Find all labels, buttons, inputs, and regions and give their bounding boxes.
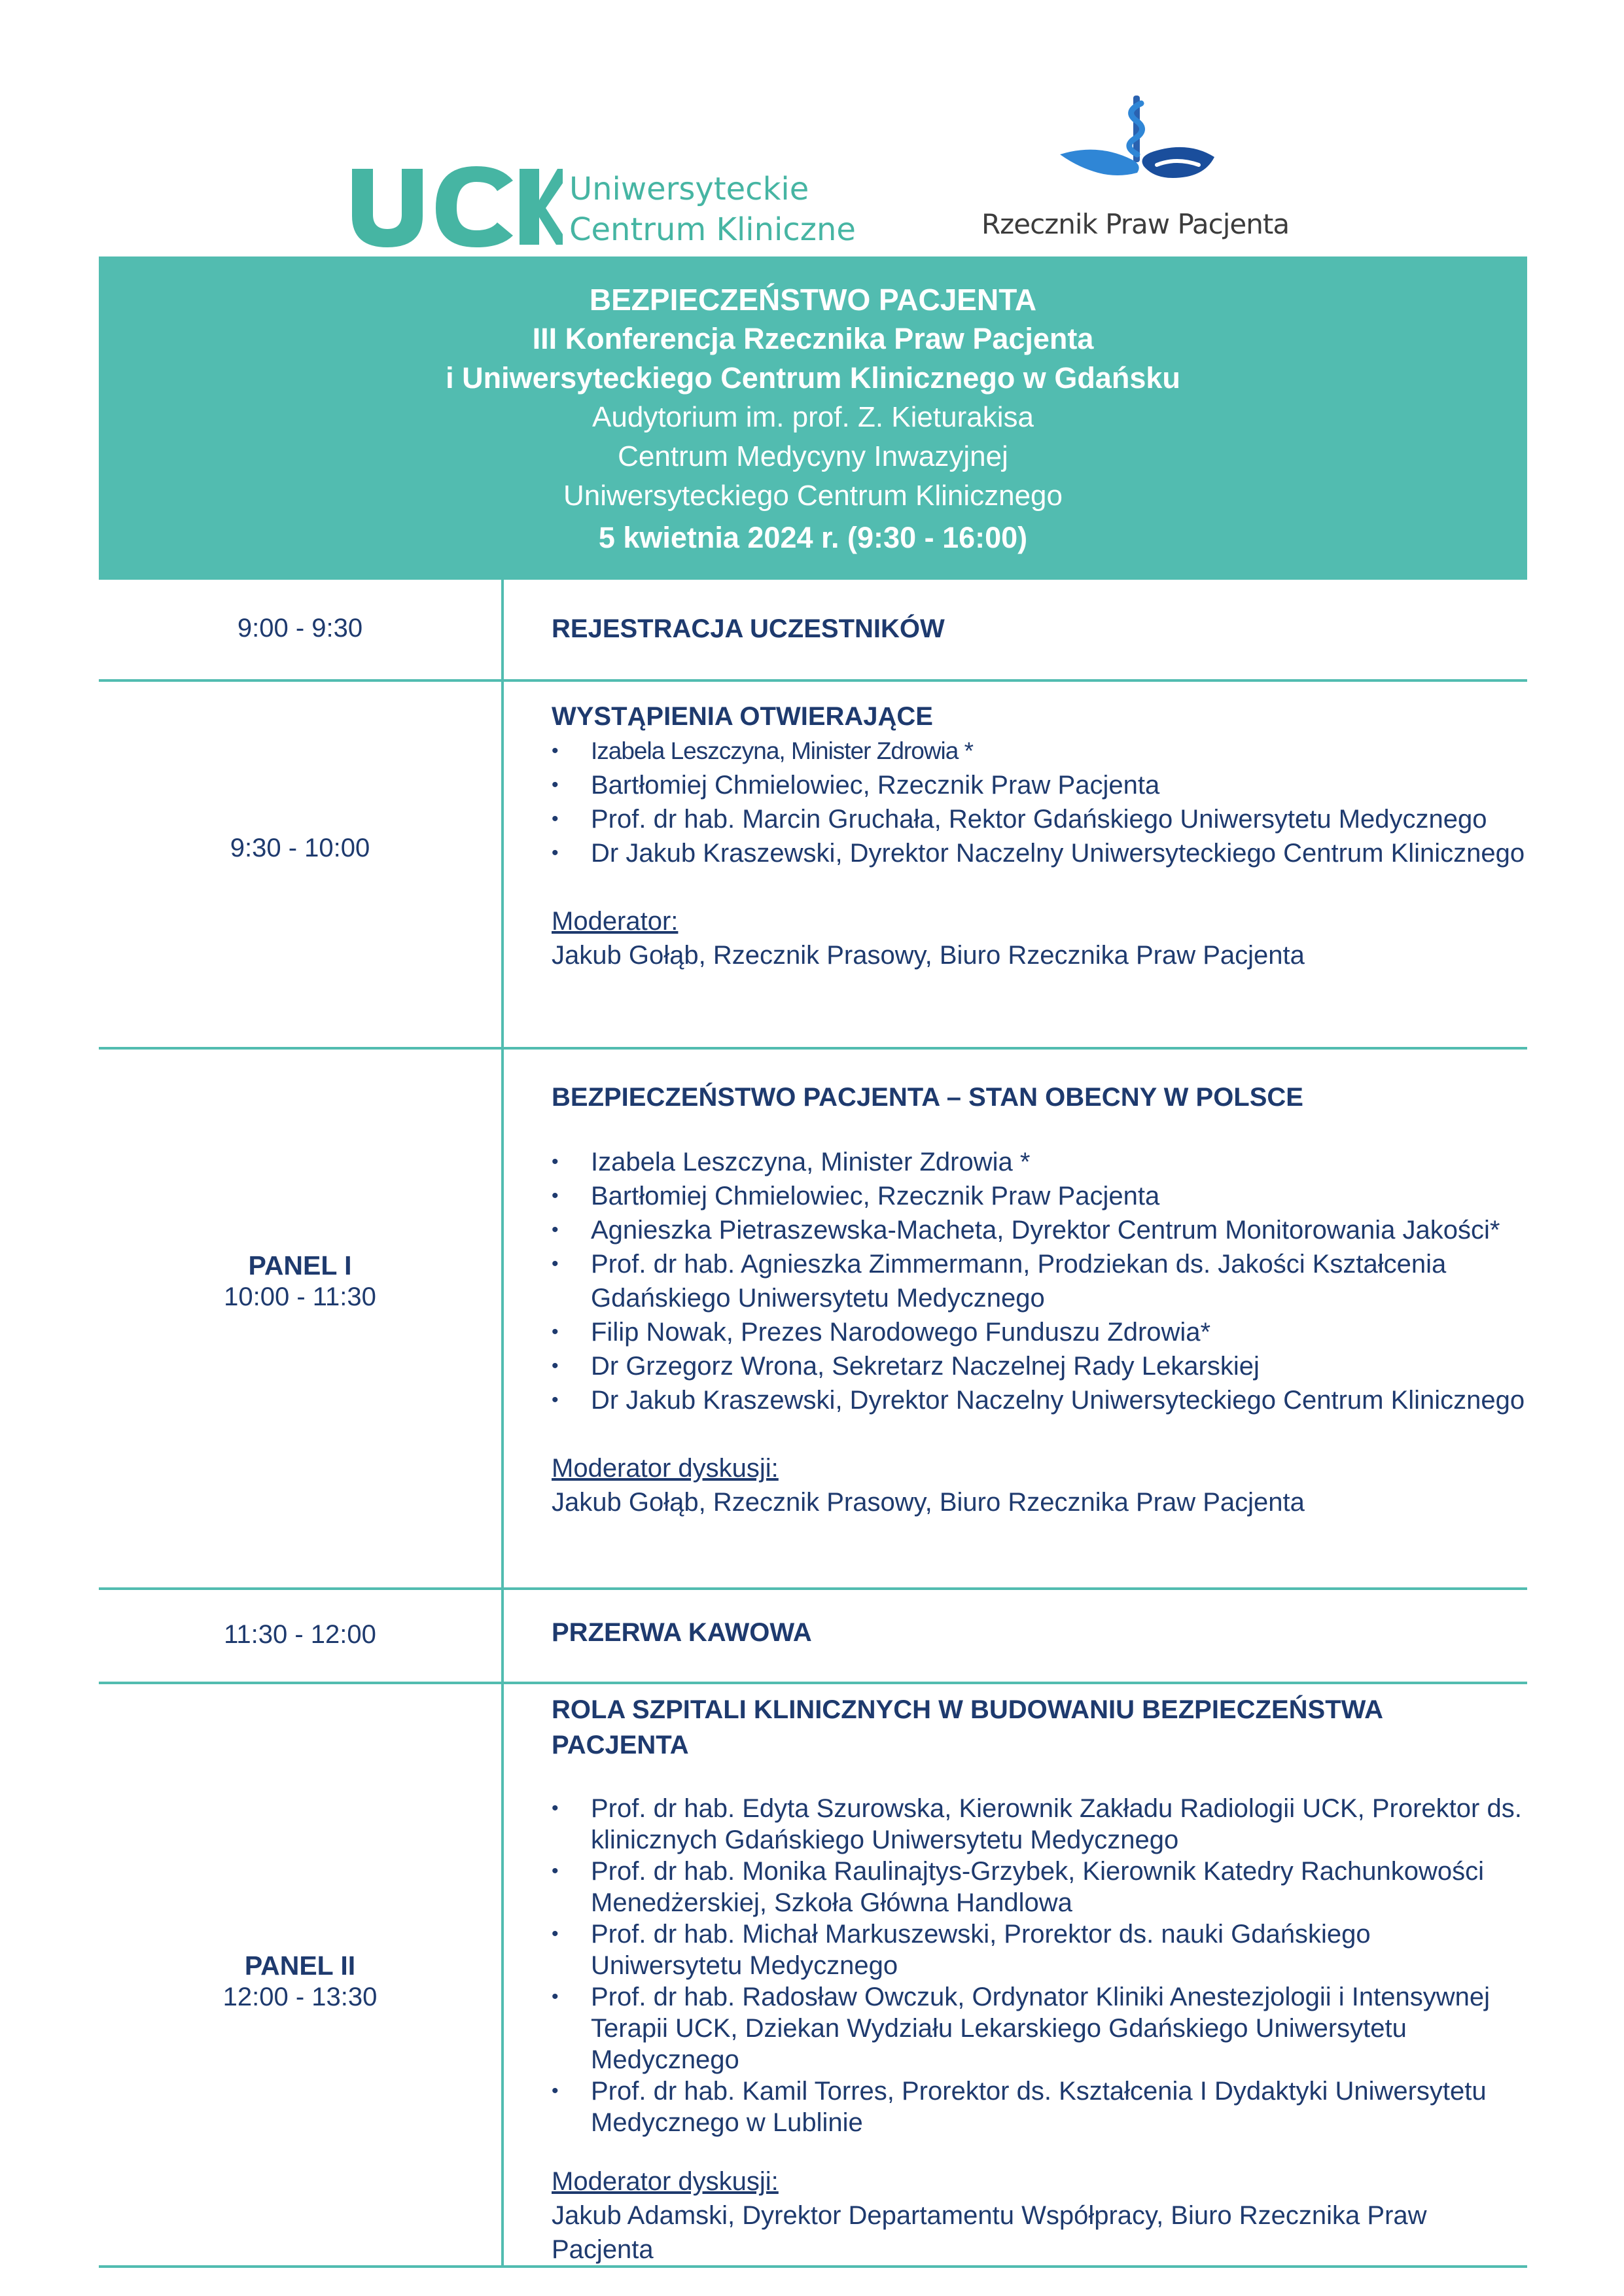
agenda-column-divider — [501, 580, 504, 2268]
speaker-item: • Prof. dr hab. Marcin Gruchała, Rektor Gdańskiego Uniwersytetu Medycznego — [552, 802, 1527, 836]
agenda-heading: REJESTRACJA UCZESTNIKÓW — [552, 614, 945, 643]
panel-label: PANEL II — [244, 1951, 356, 1981]
agenda-item-panel-2 — [552, 1692, 1527, 2267]
moderator-label: Moderator dyskusji: — [552, 1454, 779, 1483]
speaker-item: • Bartłomiej Chmielowiec, Rzecznik Praw Pacjenta — [552, 1179, 1527, 1213]
agenda-heading: WYSTĄPIENIA OTWIERAJĄCE — [552, 702, 933, 731]
speaker-item: • Prof. dr hab. Radosław Owczuk, Ordynator Kliniki Anestezjologii i Intensywnej Terapii UCK, Dziekan Wydziału Lekarskiego Gdańskiego Uniwersytetu Medycznego — [552, 1981, 1527, 2075]
speaker-item: • Prof. dr hab. Agnieszka Zimmermann, Prodziekan ds. Jakości Kształcenia Gdańskiego Uniwersytetu Medycznego — [552, 1247, 1527, 1315]
speaker-item: • Prof. dr hab. Kamil Torres, Prorektor ds. Kształcenia I Dydaktyki Uniwersytetu Medycznego w Lublinie — [552, 2075, 1527, 2138]
caduceus-hands-icon — [1059, 92, 1216, 196]
speaker-item: • Izabela Leszczyna, Minister Zdrowia * — [552, 1145, 1527, 1179]
agenda-time-block — [99, 1250, 501, 1313]
conference-subtitle-line1: III Konferencja Rzecznika Praw Pacjenta — [532, 322, 1094, 355]
speaker-list — [552, 1793, 1527, 2138]
agenda-time: 11:30 - 12:00 — [224, 1620, 376, 1649]
agenda-time-block — [99, 1950, 501, 2013]
uck-logo-mark — [347, 164, 563, 249]
speaker-item: • Dr Jakub Kraszewski, Dyrektor Naczelny Uniwersyteckiego Centrum Klinicznego — [552, 836, 1527, 870]
agenda-row-divider — [99, 1682, 1527, 1684]
speaker-item: • Prof. dr hab. Monika Raulinajtys-Grzybek, Kierownik Katedry Rachunkowości Menedżerskiej, Szkoła Główna Handlowa — [552, 1856, 1527, 1918]
moderator-name: Jakub Gołąb, Rzecznik Prasowy, Biuro Rzecznika Praw Pacjenta — [552, 1488, 1305, 1517]
agenda-row-divider — [99, 1047, 1527, 1050]
conference-header — [99, 256, 1527, 580]
speaker-item: • Agnieszka Pietraszewska-Macheta, Dyrektor Centrum Monitorowania Jakości* — [552, 1213, 1527, 1247]
conference-date: 5 kwietnia 2024 r. (9:30 - 16:00) — [598, 521, 1028, 554]
speaker-list — [552, 1145, 1527, 1417]
speaker-item: • Prof. dr hab. Michał Markuszewski, Prorektor ds. nauki Gdańskiego Uniwersytetu Medycznego — [552, 1918, 1527, 1981]
conference-title: BEZPIECZEŃSTWO PACJENTA — [589, 283, 1037, 317]
agenda-item-coffee-break — [552, 1615, 1527, 1650]
uck-logo-name: Uniwersyteckie Centrum Kliniczne — [569, 171, 856, 248]
speaker-item: • Dr Jakub Kraszewski, Dyrektor Naczelny Uniwersyteckiego Centrum Klinicznego — [552, 1383, 1527, 1417]
agenda-time: 9:30 - 10:00 — [230, 834, 370, 862]
moderator-name: Jakub Adamski, Dyrektor Departamentu Współpracy, Biuro Rzecznika Praw Pacjenta — [552, 2201, 1427, 2264]
speaker-item: • Dr Grzegorz Wrona, Sekretarz Naczelnej Rady Lekarskiej — [552, 1349, 1527, 1383]
agenda-item-opening — [552, 699, 1527, 972]
agenda-heading: ROLA SZPITALI KLINICZNYCH W BUDOWANIU BEZPIECZEŃSTWA PACJENTA — [552, 1695, 1383, 1759]
speaker-item: • Izabela Leszczyna, Minister Zdrowia * — [552, 734, 1527, 768]
agenda-time: 9:00 - 9:30 — [237, 614, 363, 643]
moderator-name: Jakub Gołąb, Rzecznik Prasowy, Biuro Rzecznika Praw Pacjenta — [552, 941, 1305, 970]
moderator-label: Moderator dyskusji: — [552, 2167, 779, 2196]
rpp-logo-name: Rzecznik Praw Pacjenta — [981, 208, 1290, 240]
agenda-row-divider — [99, 1587, 1527, 1590]
moderator-label: Moderator: — [552, 907, 679, 936]
speaker-item: • Filip Nowak, Prezes Narodowego Funduszu Zdrowia* — [552, 1315, 1527, 1349]
agenda-time: 12:00 - 13:30 — [222, 1983, 378, 2011]
agenda-heading: BEZPIECZEŃSTWO PACJENTA – STAN OBECNY W POLSCE — [552, 1083, 1303, 1112]
venue-line2: Centrum Medycyny Inwazyjnej — [618, 440, 1008, 472]
speaker-item: • Bartłomiej Chmielowiec, Rzecznik Praw Pacjenta — [552, 768, 1527, 802]
agenda-row-divider — [99, 679, 1527, 682]
venue-line3: Uniwersyteckiego Centrum Klinicznego — [563, 480, 1063, 512]
agenda-heading: PRZERWA KAWOWA — [552, 1618, 812, 1647]
agenda-time: 10:00 - 11:30 — [224, 1282, 376, 1311]
panel-label: PANEL I — [248, 1250, 352, 1280]
conference-subtitle-line2: i Uniwersyteckiego Centrum Klinicznego w Gdańsku — [446, 361, 1180, 395]
rpp-logo — [981, 92, 1289, 249]
speaker-list — [552, 734, 1527, 870]
agenda-item-registration — [552, 611, 1527, 646]
agenda-item-panel-1 — [552, 1080, 1527, 1519]
speaker-item: • Prof. dr hab. Edyta Szurowska, Kierownik Zakładu Radiologii UCK, Prorektor ds. klinicznych Gdańskiego Uniwersytetu Medycznego — [552, 1793, 1527, 1856]
venue-line1: Audytorium im. prof. Z. Kieturakisa — [592, 401, 1034, 433]
